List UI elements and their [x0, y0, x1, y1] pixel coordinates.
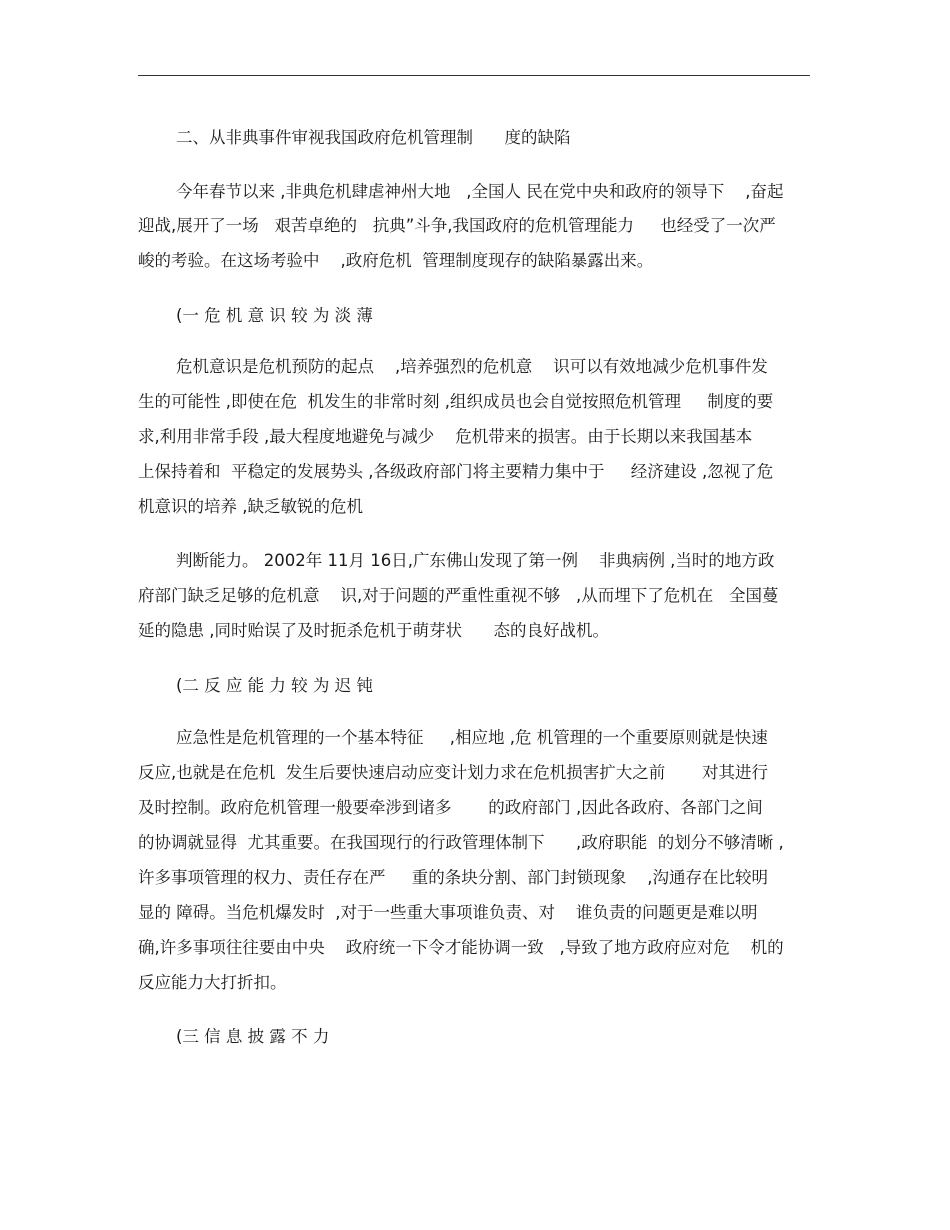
- paragraph-line: 府部门缺乏足够的危机意 识,对于问题的严重性重视不够 ,从而埋下了危机在 全国蔓: [138, 586, 779, 605]
- paragraph-line: 反应能力大打折扣。: [138, 973, 287, 992]
- paragraph-line: 的协调就显得 尤其重要。在我国现行的行政管理体制下 ,政府职能 的划分不够清晰 ,: [138, 833, 784, 852]
- paragraph-line: 显的 障碍。当危机爆发时 ,对于一些重大事项谁负责、对 谁负责的问题更是难以明: [138, 903, 758, 922]
- paragraph-line: 迎战,展开了一场 艰苦卓绝的 抗典”斗争,我国政府的危机管理能力 也经受了一次严: [138, 216, 776, 235]
- paragraph-line: 危机意识是危机预防的起点 ,培养强烈的危机意 识可以有效地减少危机事件发: [176, 357, 768, 376]
- paragraph-line: 确,许多事项往往要由中央 政府统一下令才能协调一致 ,导致了地方政府应对危 机的: [138, 938, 784, 957]
- subsection-title: (一 危 机 意 识 较 为 淡 薄: [176, 306, 373, 325]
- paragraph-line: 峻的考验。在这场考验中 ,政府危机 管理制度现存的缺陷暴露出来。: [138, 251, 654, 270]
- paragraph-line: 应急性是危机管理的一个基本特征 ,相应地 ,危 机管理的一个重要原则就是快速: [176, 728, 768, 747]
- paragraph-line: 机意识的培养 ,缺乏敏锐的危机: [138, 497, 363, 516]
- header-rule: [138, 75, 810, 76]
- paragraph-line: 今年春节以来 ,非典危机肆虐神州大地 ,全国人 民在党中央和政府的领导下 ,奋起: [176, 182, 784, 201]
- paragraph-line: 生的可能性 ,即使在危 机发生的非常时刻 ,组织成员也会自觉按照危机管理 制度的要: [138, 392, 774, 411]
- paragraph-line: 反应,也就是在危机 发生后要快速启动应变计划力求在危机损害扩大之前 对其进行: [138, 763, 768, 782]
- paragraph-line: 求,利用非常手段 ,最大程度地避免与减少 危机带来的损害。由于长期以来我国基本: [138, 427, 753, 446]
- paragraph-line: 判断能力。 2002年 11月 16日,广东佛山发现了第一例 非典病例 ,当时的地方政: [176, 551, 775, 570]
- section-heading: 二、从非典事件审视我国政府危机管理制 度的缺陷: [176, 128, 571, 147]
- subsection-title: (三 信 息 披 露 不 力: [176, 1027, 330, 1046]
- paragraph-line: 上保持着和 平稳定的发展势头 ,各级政府部门将主要精力集中于 经济建设 ,忽视了危: [138, 462, 774, 481]
- paragraph-line: 延的隐患 ,同时贻误了及时扼杀危机于萌芽状 态的良好战机。: [138, 621, 609, 640]
- paragraph-line: 及时控制。政府危机管理一般要牵涉到诸多 的政府部门 ,因此各政府、各部门之间: [138, 798, 763, 817]
- subsection-title: (二 反 应 能 力 较 为 迟 钝: [176, 676, 373, 695]
- paragraph-line: 许多事项管理的权力、责任存在严 重的条块分割、部门封锁现象 ,沟通存在比较明: [138, 868, 768, 887]
